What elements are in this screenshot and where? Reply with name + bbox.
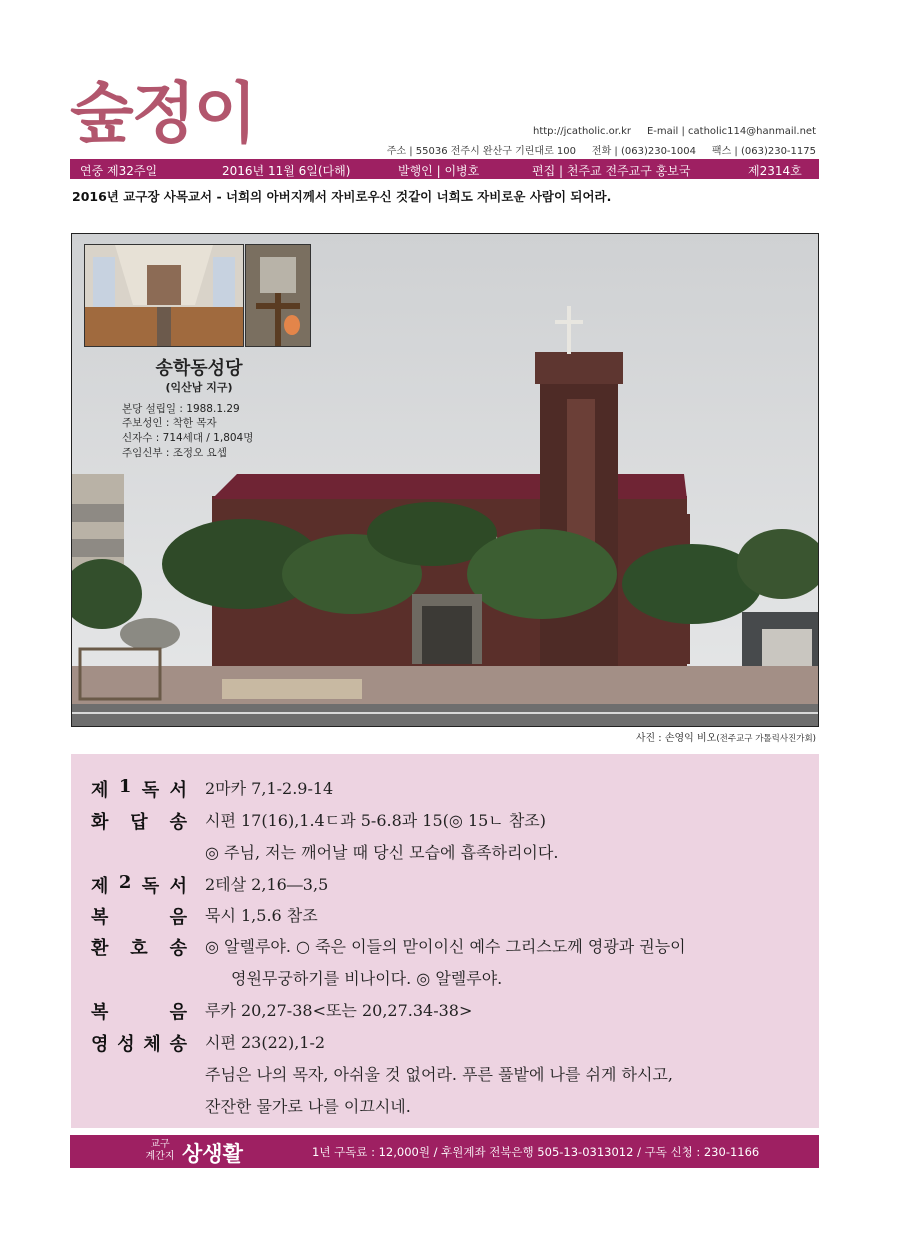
reading-label-acclamation: 환 호 송 [91,938,187,959]
liturgical-week: 연중 제32주일 [80,164,158,178]
photo-credit [636,729,816,744]
readings-box [71,754,819,1128]
contact-web [533,126,816,137]
website[interactable]: http://jcatholic.or.kr [533,126,632,137]
reading-label-gospel-verse: 복 음 [91,907,187,928]
photo-credit-org: (전주교구 가톨릭사진가회) [716,734,816,744]
magazine-type [140,1139,180,1163]
contact-address [387,142,816,157]
patron-saint: 주보성인 : 착한 목자 [122,417,217,429]
magazine-type-line1: 교구 [150,1139,170,1150]
reading-communion-text: 주님은 나의 목자, 아쉬울 것 없어라. 푸른 풀밭에 나를 쉬게 하시고, [205,1065,673,1084]
reading-psalm: 시편 17(16),1.4ㄷ과 5-6.8과 15(◎ 15ㄴ 참조) [205,811,547,830]
magazine-type-line2: 계간지 [145,1151,175,1162]
fax: 팩스 | (063)230-1175 [711,146,816,157]
reading-psalm-response: ◎ 주님, 저는 깨어날 때 당신 모습에 흡족하리이다. [205,843,559,862]
reading-label-communion: 영 성 체 송 [91,1034,187,1055]
parishioner-count: 신자수 : 714세대 / 1,804명 [122,432,254,444]
reading-label-gospel: 복 음 [91,1002,187,1023]
reading-second: 2테살 2,16―3,5 [205,875,329,894]
phone: 전화 | (063)230-1004 [591,146,696,157]
reading-gospel: 루카 20,27-38<또는 20,27.34-38> [205,1001,473,1020]
subscription-info: 1년 구독료 : 12,000원 / 후원계좌 전북은행 505-13-0313012 / 구독 신청 : 230-1166 [312,1145,760,1159]
church-name: 송학동성당 [155,358,243,379]
tabernacle-thumbnail [245,244,311,347]
interior-thumbnail [84,244,244,347]
reading-communion-text-cont: 잔잔한 물가로 나를 이끄시네. [205,1097,411,1116]
reading-acclamation-cont: 영원무궁하기를 비나이다. ◎ 알렐루야. [231,969,503,988]
address: 주소 | 55036 전주시 완산구 기린대로 100 [386,146,576,157]
photo-credit-name: 사진 : 손영익 비오 [635,733,717,744]
editor: 편집 | 천주교 전주교구 홍보국 [532,164,691,178]
reading-gospel-verse: 묵시 1,5.6 참조 [205,906,318,925]
issue-date: 2016년 11월 6일(다해) [222,164,351,178]
publisher: 발행인 | 이병호 [398,164,480,178]
reading-label-psalm: 화 답 송 [91,812,187,833]
pastor: 주임신부 : 조정오 요셉 [122,447,227,459]
reading-first: 2마카 7,1-2.9-14 [205,779,334,798]
church-photo [71,233,819,727]
church-district: (익산남 지구) [165,381,233,394]
magazine-logo: 상생활 [182,1141,243,1166]
reading-communion: 시편 23(22),1-2 [205,1033,326,1052]
issue-bar [70,159,819,179]
reading-label-second: 제 2 독 서 [91,872,187,897]
email[interactable]: E-mail | catholic114@hanmail.net [646,126,816,137]
newsletter-logo: 숲정이 [70,74,256,152]
reading-acclamation: ◎ 알렐루야. ○ 죽은 이들의 맏이이신 예수 그리스도께 영광과 권능이 [205,937,686,956]
founding-date: 본당 설립일 : 1988.1.29 [122,403,240,415]
issue-number: 제2314호 [748,164,802,178]
reading-label-first: 제 1 독 서 [91,776,187,801]
subscription-footer [70,1135,819,1168]
pastoral-letter-title: 2016년 교구장 사목교서 - 너희의 아버지께서 자비로우신 것같이 너희도 자비로운 사람이 되어라. [72,189,612,204]
